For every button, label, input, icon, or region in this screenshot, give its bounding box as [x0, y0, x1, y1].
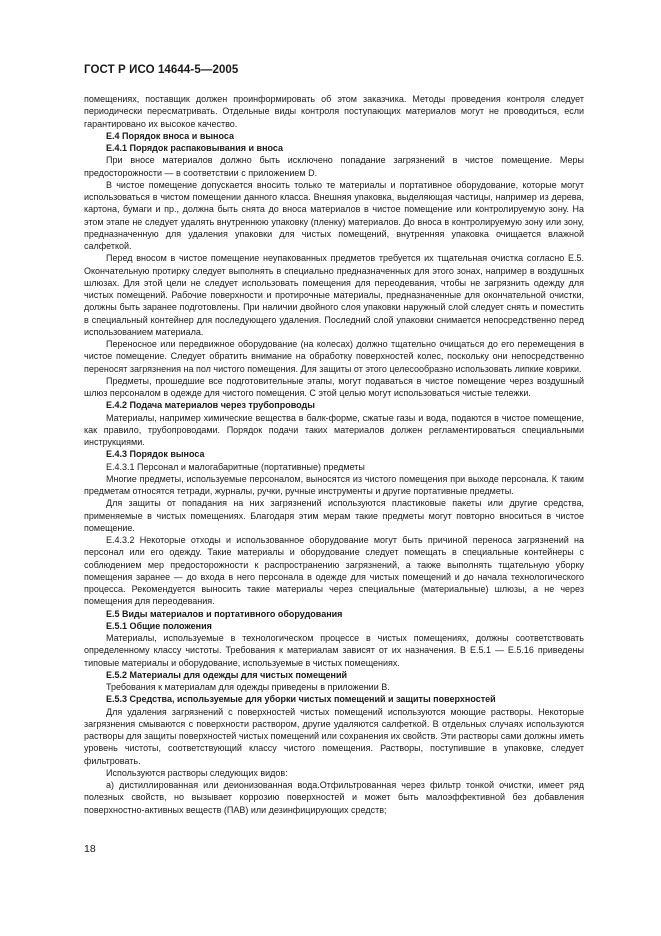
paragraph: Материалы, например химические вещества в балк-форме, сжатые газы и вода, подаются в чистое помещение, как правило, трубопроводами. Порядок подачи таких материалов должен регламентироваться специальными инструкциями. [84, 412, 584, 447]
section-heading: Е.4 Порядок вноса и выноса [106, 130, 234, 141]
paragraph: помещениях, поставщик должен проинформировать об этом заказчика. Методы проведения контроля следует периодически пересматривать. Отдельные виды контроля поступающих материалов могут не проводиться, если гарантировано их высокое качество. [84, 94, 584, 129]
paragraph: Переносное или передвижное оборудование (на колесах) должно тщательно очищаться до его перемещения в чистое помещение. Следует обратить внимание на обработку поверхностей колес, поскольку они непосредственно переносят загрязнения на пол чистого помещения. Для защиты от этого целесообразно использовать липкие коврики. [84, 339, 584, 374]
section-heading: Е.4.3 Порядок выноса [106, 449, 205, 460]
page-number: 18 [84, 843, 96, 855]
paragraph: Для удаления загрязнений с поверхностей чистых помещений используются моющие растворы. Некоторые загрязнения смываются с поверхности раствором, другие удаляются салфеткой. В отдельных случаях используются растворы для защиты поверхностей чистых помещений или сохранения их свойств. Эти растворы сами должны иметь уровень чистоты, соответствующий классу чистого помещения. Растворы, поступившие в упаковке, следует фильтровать. [84, 706, 584, 766]
paragraph: Е.4.3.2 Некоторые отходы и использованное оборудование могут быть причиной переноса загрязнений на персонал или его одежду. Такие материалы и оборудование следует помещать в специальные контейнеры с соблюдением мер предосторожности к распространению загрязнений, а также выполнять тщательную уборку помещения заранее — до входа в него персонала в одежде для чистых помещений и до начала технологического процесса. Рекомендуется выносить такие материалы через специальные (материальные) шлюзы, а не через помещения для переодевания. [84, 535, 584, 607]
section-heading: Е.5.2 Материалы для одежды для чистых помещений [106, 669, 348, 680]
section-heading: Е.5.3 Средства, используемые для уборки чистых помещений и защиты поверхностей [106, 694, 496, 705]
paragraph: Предметы, прошедшие все подготовительные этапы, могут подаваться в чистое помещение через воздушный шлюз персоналом в одежде для чистого помещения. С этой целью могут использоваться чистые тележки. [84, 375, 584, 398]
paragraph: а) дистиллированная или деионизованная вода.Отфильтрованная через фильтр тонкой очистки, имеет ряд полезных свойств, но вызывает коррозию поверхностей и может быть малоэффективной без добавления поверхностно-активных веществ (ПАВ) или дезинфицирующих средств; [84, 780, 584, 815]
paragraph: Требования к материалам для одежды приведены в приложении В. [106, 682, 390, 692]
paragraph: В чистое помещение допускается вносить только те материалы и портативное оборудование, которые могут использоваться в чистом помещении данного класса. Внешняя упаковка, выделяющая частицы, например из дерева, картона, бумаги и пр., должна быть снята до вноса материалов в чистое помещение или контролируемую зону. На этом этапе не следует удалять внутреннюю упаковку (пленку) материалов. До вноса в контролируемую зону или зону, предназначенную для удаления упаковки для чистых помещений, внутренняя упаковка очищается влажной салфеткой. [84, 179, 584, 251]
document-header: ГОСТ Р ИСО 14644-5—2005 [84, 64, 239, 76]
paragraph: Используются растворы следующих видов: [106, 767, 288, 778]
paragraph: Материалы, используемые в технологическом процессе в чистых помещениях, должны соответствовать определенному классу чистоты. Требования к материалам зависят от их назначения. В Е.5.1 — Е.5.16 приведены типовые материалы и оборудование, используемые в чистых помещениях. [84, 633, 584, 668]
paragraph: Е.4.3.1 Персонал и малогабаритные (портативные) предметы [106, 461, 365, 472]
paragraph: При вносе материалов должно быть исключено попадание загрязнений в чистое помещение. Меры предосторожности — в соответствии с приложением D. [84, 155, 584, 178]
section-heading: Е.5.1 Общие положения [106, 620, 212, 631]
section-heading: Е.4.1 Порядок распаковывания и вноса [106, 143, 284, 153]
document-body [84, 93, 584, 816]
paragraph: Перед вносом в чистое помещение неупакованных предметов требуется их тщательная очистка согласно Е.5. Окончательную протирку следует выполнять в специально предназначенных для этого зонах, например в воздушных шлюзах. Для этой цели не следует использовать помещения для переодевания, чтобы не загрязнить одежду для чистых помещений. Рабочие поверхности и протирочные материалы, предназначенные для окончательной очистки, должны быть заранее подготовлены. При наличии двойного слоя упаковки наружный слой следует снять и поместить в специальный контейнер для последующего удаления. Последний слой упаковки снимается непосредственно перед использованием материала. [84, 253, 584, 337]
section-heading: Е.5 Виды материалов и портативного оборудования [106, 608, 343, 619]
paragraph: Для защиты от попадания на них загрязнений используются пластиковые пакеты или другие средства, применяемые в чистых помещениях. Благодаря этим мерам такие предметы могут повторно вноситься в чистое помещение. [84, 498, 584, 533]
paragraph: Многие предметы, используемые персоналом, выносятся из чистого помещения при выходе персонала. К таким предметам относятся тетради, журналы, ручки, ручные инструменты и другие портативные предметы. [84, 473, 584, 496]
section-heading: Е.4.2 Подача материалов через трубопроводы [106, 400, 315, 411]
